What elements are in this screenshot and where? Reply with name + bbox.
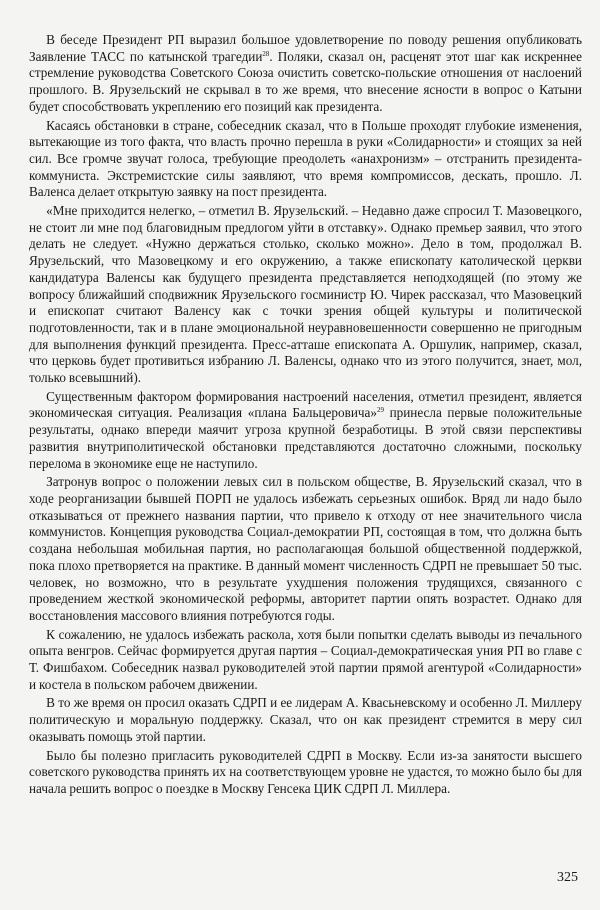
- footnote-ref-28[interactable]: 28: [262, 49, 270, 58]
- paragraph-6: К сожалению, не удалось избежать раскола, хотя были попытки сделать выводы из печального опыта венгров. Сейчас формируется другая партия – Социал-демократическая уния РП во главе с Т. Фишбахом. Собеседник назвал руководителей этой партии прямой агентурой «Солидарности» и костела в польском рабочем движении.: [29, 626, 582, 692]
- paragraph-8: Было бы полезно пригласить руководителей СДРП в Москву. Если из-за занятости высшего советского руководства принять их на соответствующем уровне не удастся, то можно было бы для начала решить вопрос о поездке в Москву Генсека ЦИК СДРП Л. Миллера.: [29, 747, 582, 796]
- paragraph-1: В беседе Президент РП выразил большое удовлетворение по поводу решения опубликовать Заявление ТАСС по катынской трагедии$^{28}$. Поляки, сказал он, расценят этот шаг как искреннее стремление руководства Советского Союза очистить советско-польские отношения от наслоений прошлого. В. Ярузельский не скрывал в то же время, что внесение ясности в вопрос о Катыни будет способствовать укреплению его позиций как президента.: [29, 32, 582, 114]
- body-text: [29, 32, 582, 798]
- paragraph-5: Затронув вопрос о положении левых сил в польском обществе, В. Ярузельский сказал, что в ходе реорганизации бывшей ПОРП не удалось избежать серьезных ошибок. Вряд ли надо было отказываться от прежнего названия партии, что привело к отходу от нее значительного числа коммунистов. Концепция руководства Социал-демократии РП, состоящая в том, что должна быть создана небольшая мобильная партия, но располагающая большой общественной поддержкой, пока плохо претворяется на практике. В данный момент численность СДРП не превышает 50 тыс. человек, но возможно, что в результате ухудшения положения трудящихся, связанного с проведением жесткой экономической реформы, авторитет партии опять возрастет. Однако для восстановления массового влияния потребуются годы.: [29, 474, 582, 623]
- footnote-ref-29[interactable]: 29: [376, 406, 384, 415]
- paragraph-2: Касаясь обстановки в стране, собеседник сказал, что в Польше проходят глубокие изменения, вытекающие из того факта, что власть прочно перешла в руки «Солидарности» и стоящих за ней сил. Все громче звучат голоса, требующие преодолеть «анахронизм» – отстранить президента-коммуниста. Экстремистские силы заявляют, что время компромиссов, дескать, прошло. Л. Валенса делает открытую заявку на пост президента.: [29, 117, 582, 200]
- page-number: 325: [557, 870, 578, 885]
- paragraph-4: Существенным фактором формирования настроений населения, отметил президент, является экономическая ситуация. Реализация «плана Бальцеровича»$^{29}$ принесла первые положительные результаты, однако впереди маячит угроза крупной безработицы. В этой связи перспективы развития внутриполитической обстановки представляются достаточно сложными, поскольку перелома в экономике еще не наступило.: [29, 388, 582, 471]
- paragraph-7: В то же время он просил оказать СДРП и ее лидерам А. Квасьневскому и особенно Л. Миллеру политическую и моральную поддержку. Сказал, что он как президент стремится в меру сил оказывать помощь этой партии.: [29, 695, 582, 744]
- paragraph-3: «Мне приходится нелегко, – отметил В. Ярузельский. – Недавно даже спросил Т. Мазовецкого, не стоит ли мне под благовидным предлогом уйти в отставку». Однако премьер заявил, что этого делать не следует. «Нужно держаться столько, сколько можно». Дело в том, продолжал В. Ярузельский, что Мазовецкому и его окружению, а также епископату католической церкви кандидатура Валенсы как будущего президента представляется неподходящей (по этому же вопросу ближайший сподвижник Ярузельского госминистр Ю. Чирек рассказал, что Мазовецкий и епископат считают Валенсу как с точки зрения общей культуры и политической подготовленности, так и в плане эмоциональной неуравновешенности совершенно не пригодным для выполнения функций президента. Пресс-атташе епископата А. Оршулик, например, сказал, что церковь будет противиться избранию Л. Валенсы, однако что из этого получится, знает, мол, только всевышний).: [29, 203, 582, 386]
